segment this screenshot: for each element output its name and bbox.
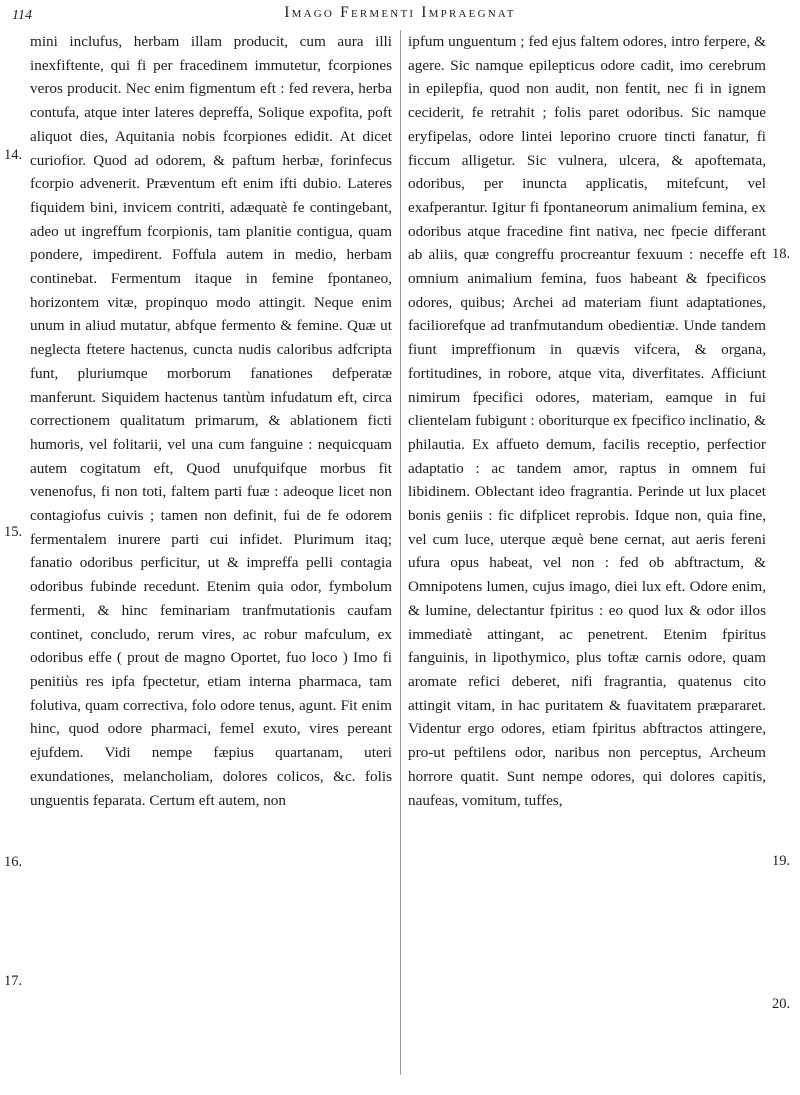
section-number-18: 18. — [772, 246, 791, 262]
page-number: 114 — [12, 8, 32, 23]
right-column-text: ipfum unguentum ; fed ejus faltem odores, intro ferpere, & agere. Sic namque epilepticus odore cadit, imo cerebrum in epilepfia, quod non audit, non fentit, nec fi in ignem ceciderit, fe retrahit ; folis paret odoribus. Sic namque eryfipelas, odore lintei leporino cruore tincti fanatur, fi ficcum alligetur. Sic vulnera, ulcera, & apoftemata, odoribus, per inuncta applicatis, mitefcunt, vel exafperantur. Igitur fi fpontaneorum animalium femina, ex odoribus atque fracedine fint nativa, nec fpecie differant ab aliis, quæ congreffu procreantur fexuum : neceffe eft omnium animalium femina, fuos habeant & fpecificos odores, quibus; Archei ad materiam fiunt adaptationes, faciliorefque ad tranfmutandum obedientiæ. Unde tandem fiunt impreffionum in quævis vifcera, & organa, fortitudines, in robore, atque vita, diverfitates. Afficiunt nimirum fpecifici odores, materiam, eamque in fui clientelam fubigunt : oboriturque ex fpecifico inclinatio, & philautia. Ex affueto demum, facilis receptio, perfectior adaptatio : ac tandem amor, raptus in omnem fui libidinem. Oblectant ideo fragrantia. Perinde ut lux placet bonis geniis : fic difplicet reprobis. Idque non, quia fine, vel cum luce, uterque æquè bene cernat, aut aeris fereni ufura opus habeat, vel non : fed ob abftractum, & Omnipotens lumen, cujus imago, diei lux eft. Odore enim, & lumine, delectantur fpiritus : eo quod lux & odor illos immediatè attingant, ac penetrent. Etenim fpiritus fanguinis, in lipothymico, plus toftæ carnis odore, quam aromate refici deberet, nifi fragrantia, quatenus cito attingit vitam, in hac puritatem & fuavitatem præpararet. Videntur ergo odores, etiam fpiritus abftractos attingere, pro-ut peftilens odor, naribus non perceptus, Archeum horrore quatit. Sunt nempe odores, qui dolores capitis, naufeas, vomitum, tuffes, — [408, 33, 766, 809]
column-divider — [400, 30, 401, 1075]
section-number-15: 15. — [4, 524, 23, 540]
left-column-text: mini inclufus, herbam illam producit, cum aura illi inexfiftente, qui fi per fracedinem immutetur, fcorpiones veros producit. Nec enim figmentum eft : fed revera, herba contufa, atque inter lateres depreffa, Solique expofita, poft aliquot dies, Aquitania nobis fcorpiones edidit. At dicet curiofior. Quod ad odorem, & paftum herbæ, forinfecus fcorpio advenerit. Præventum eft enim ifti dubio. Lateres fiquidem bini, invicem contriti, adæquatè fe contingebant, adeo ut ingreffum fcorpionis, tam planitie contigua, quam pondere, impedirent. Foffula autem in medio, herbam continebat. Fermentum itaque in femine fpontaneo, horizontem vitæ, propinquo modo attingit. Neque enim unum in aliud mutatur, abfque fermento & femine. Quæ ut neglecta ftetere hactenus, cuncta nudis caloribus adfcripta funt, pluriumque morborum fanationes defperatæ manferunt. Siquidem hactenus tantùm infudatum eft, circa correctionem qualitatum primarum, & ablationem ficti humoris, vel folitarii, vel una cum fanguine : nequicquam autem cogitatum eft, Quod unufquifque morbus fit venenofus, fi non toti, faltem parti fuæ : adeoque licet non contagiofus cuivis ; tamen non definit, fui de fe odorem fermentalem inurere parti cui infidet. Plurimum itaq; fanatio odoribus perficitur, ut & impreffa pelli contagia odoribus fubinde recedunt. Etenim quia odor, fymbolum fermenti, & hinc feminariam tranfmutationis caufam continet, concludo, rerum vires, ac robur mafculum, ex odoribus effe ( prout de magno Oportet, fuo loco ) Imo fi penitiùs res ipfa fpectetur, etiam interna pharmaca, tam folutiva, quam correctiva, folo odore tenus, agunt. Fit enim hinc, quod odore pharmaci, femel exuto, vires pereant ejufdem. Vidi nempe fæpius quartanam, uteri exundationes, melancholiam, dolores colicos, &c. folis unguentis feparata. Certum eft autem, non — [30, 33, 392, 809]
section-number-14: 14. — [4, 147, 23, 163]
section-number-19: 19. — [772, 853, 791, 869]
section-number-16: 16. — [4, 854, 23, 870]
section-number-20: 20. — [772, 996, 791, 1012]
left-text-column — [30, 30, 392, 812]
section-number-17: 17. — [4, 973, 23, 989]
running-head: Imago Fermenti Impraegnat — [284, 4, 516, 21]
right-text-column — [408, 30, 766, 812]
